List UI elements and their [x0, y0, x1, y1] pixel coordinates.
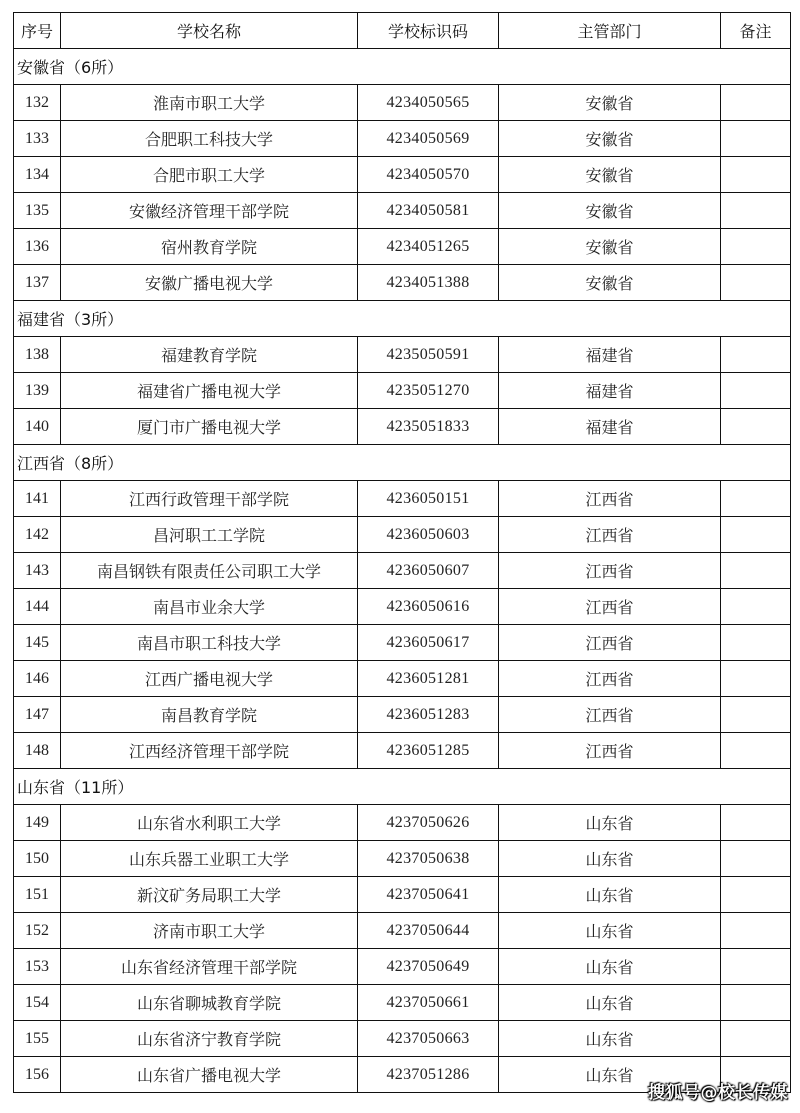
cell-department: 福建省	[499, 337, 721, 373]
table-row	[14, 337, 791, 373]
cell-department: 江西省	[499, 589, 721, 625]
cell-department: 江西省	[499, 517, 721, 553]
cell-note	[721, 193, 791, 229]
cell-school-name: 山东兵器工业职工大学	[61, 841, 358, 877]
cell-no: 140	[14, 409, 61, 445]
table-row	[14, 697, 791, 733]
cell-note	[721, 121, 791, 157]
cell-no: 132	[14, 85, 61, 121]
cell-school-name: 福建省广播电视大学	[61, 373, 358, 409]
cell-school-code: 4237050638	[358, 841, 499, 877]
cell-school-name: 安徽广播电视大学	[61, 265, 358, 301]
cell-note	[721, 913, 791, 949]
cell-school-name: 山东省水利职工大学	[61, 805, 358, 841]
cell-department: 安徽省	[499, 193, 721, 229]
table-row	[14, 1021, 791, 1057]
cell-department: 江西省	[499, 625, 721, 661]
cell-no: 138	[14, 337, 61, 373]
cell-note	[721, 661, 791, 697]
cell-school-name: 昌河职工工学院	[61, 517, 358, 553]
cell-note	[721, 265, 791, 301]
cell-school-name: 南昌市业余大学	[61, 589, 358, 625]
cell-school-code: 4236050616	[358, 589, 499, 625]
table-row	[14, 193, 791, 229]
cell-note	[721, 157, 791, 193]
cell-department: 福建省	[499, 373, 721, 409]
cell-school-name: 济南市职工大学	[61, 913, 358, 949]
cell-school-code: 4237050644	[358, 913, 499, 949]
table-row	[14, 661, 791, 697]
cell-school-code: 4235050591	[358, 337, 499, 373]
cell-school-code: 4234051388	[358, 265, 499, 301]
province-group-title: 江西省（8所）	[14, 445, 791, 481]
cell-school-name: 江西行政管理干部学院	[61, 481, 358, 517]
table-row	[14, 157, 791, 193]
cell-school-name: 福建教育学院	[61, 337, 358, 373]
table-row	[14, 517, 791, 553]
cell-school-code: 4234051265	[358, 229, 499, 265]
cell-note	[721, 733, 791, 769]
header-row	[14, 13, 791, 49]
cell-school-code: 4235051833	[358, 409, 499, 445]
cell-school-code: 4236050151	[358, 481, 499, 517]
cell-school-code: 4234050581	[358, 193, 499, 229]
table-row	[14, 85, 791, 121]
cell-school-code: 4237050649	[358, 949, 499, 985]
cell-school-name: 山东省经济管理干部学院	[61, 949, 358, 985]
table-row	[14, 229, 791, 265]
cell-note	[721, 1021, 791, 1057]
header-dept: 主管部门	[499, 13, 721, 49]
cell-no: 150	[14, 841, 61, 877]
table-row	[14, 913, 791, 949]
cell-no: 133	[14, 121, 61, 157]
cell-no: 152	[14, 913, 61, 949]
cell-department: 福建省	[499, 409, 721, 445]
cell-no: 137	[14, 265, 61, 301]
cell-note	[721, 805, 791, 841]
cell-school-name: 南昌市职工科技大学	[61, 625, 358, 661]
cell-note	[721, 625, 791, 661]
cell-school-name: 安徽经济管理干部学院	[61, 193, 358, 229]
table-row	[14, 625, 791, 661]
cell-note	[721, 337, 791, 373]
cell-school-name: 新汶矿务局职工大学	[61, 877, 358, 913]
cell-department: 山东省	[499, 1021, 721, 1057]
cell-no: 144	[14, 589, 61, 625]
cell-school-name: 淮南市职工大学	[61, 85, 358, 121]
table-row	[14, 805, 791, 841]
cell-department: 安徽省	[499, 157, 721, 193]
cell-department: 安徽省	[499, 121, 721, 157]
cell-note	[721, 229, 791, 265]
cell-school-name: 江西经济管理干部学院	[61, 733, 358, 769]
province-group-row	[14, 769, 791, 805]
cell-note	[721, 409, 791, 445]
cell-school-code: 4234050565	[358, 85, 499, 121]
cell-department: 山东省	[499, 949, 721, 985]
province-group-row	[14, 301, 791, 337]
cell-school-code: 4237051286	[358, 1057, 499, 1093]
cell-no: 136	[14, 229, 61, 265]
cell-no: 135	[14, 193, 61, 229]
cell-no: 149	[14, 805, 61, 841]
cell-no: 142	[14, 517, 61, 553]
cell-department: 山东省	[499, 1057, 721, 1093]
cell-no: 153	[14, 949, 61, 985]
cell-no: 148	[14, 733, 61, 769]
cell-no: 139	[14, 373, 61, 409]
cell-department: 山东省	[499, 877, 721, 913]
header-name: 学校名称	[61, 13, 358, 49]
cell-school-name: 江西广播电视大学	[61, 661, 358, 697]
cell-department: 山东省	[499, 913, 721, 949]
cell-school-code: 4237050661	[358, 985, 499, 1021]
cell-note	[721, 949, 791, 985]
province-group-title: 安徽省（6所）	[14, 49, 791, 85]
cell-department: 安徽省	[499, 265, 721, 301]
cell-school-code: 4237050641	[358, 877, 499, 913]
cell-school-code: 4236050607	[358, 553, 499, 589]
cell-school-name: 山东省济宁教育学院	[61, 1021, 358, 1057]
header-code: 学校标识码	[358, 13, 499, 49]
cell-note	[721, 589, 791, 625]
cell-department: 安徽省	[499, 229, 721, 265]
cell-school-name: 合肥职工科技大学	[61, 121, 358, 157]
cell-department: 江西省	[499, 661, 721, 697]
table-row	[14, 985, 791, 1021]
cell-note	[721, 517, 791, 553]
cell-school-code: 4234050569	[358, 121, 499, 157]
province-group-row	[14, 49, 791, 85]
cell-note	[721, 85, 791, 121]
cell-no: 141	[14, 481, 61, 517]
cell-school-name: 合肥市职工大学	[61, 157, 358, 193]
cell-no: 151	[14, 877, 61, 913]
cell-no: 134	[14, 157, 61, 193]
cell-school-code: 4236050617	[358, 625, 499, 661]
cell-school-name: 山东省聊城教育学院	[61, 985, 358, 1021]
cell-no: 154	[14, 985, 61, 1021]
table-row	[14, 877, 791, 913]
cell-school-code: 4237050663	[358, 1021, 499, 1057]
cell-department: 山东省	[499, 841, 721, 877]
cell-no: 146	[14, 661, 61, 697]
province-group-title: 福建省（3所）	[14, 301, 791, 337]
cell-department: 江西省	[499, 481, 721, 517]
table-row	[14, 949, 791, 985]
province-group-row	[14, 445, 791, 481]
header-note: 备注	[721, 13, 791, 49]
table-body	[14, 49, 791, 1093]
cell-school-name: 宿州教育学院	[61, 229, 358, 265]
cell-department: 山东省	[499, 805, 721, 841]
cell-note	[721, 481, 791, 517]
province-group-title: 山东省（11所）	[14, 769, 791, 805]
cell-note	[721, 553, 791, 589]
cell-school-name: 南昌教育学院	[61, 697, 358, 733]
cell-department: 江西省	[499, 553, 721, 589]
schools-table	[13, 12, 791, 1093]
cell-school-code: 4236050603	[358, 517, 499, 553]
cell-note	[721, 697, 791, 733]
header-no: 序号	[14, 13, 61, 49]
cell-school-name: 南昌钢铁有限责任公司职工大学	[61, 553, 358, 589]
cell-school-code: 4236051285	[358, 733, 499, 769]
cell-school-code: 4234050570	[358, 157, 499, 193]
cell-no: 143	[14, 553, 61, 589]
cell-note	[721, 841, 791, 877]
table-row	[14, 481, 791, 517]
table-row	[14, 553, 791, 589]
cell-department: 江西省	[499, 697, 721, 733]
cell-department: 江西省	[499, 733, 721, 769]
cell-no: 145	[14, 625, 61, 661]
cell-no: 147	[14, 697, 61, 733]
cell-department: 安徽省	[499, 85, 721, 121]
table-row	[14, 265, 791, 301]
cell-note	[721, 373, 791, 409]
cell-school-name: 厦门市广播电视大学	[61, 409, 358, 445]
cell-note	[721, 985, 791, 1021]
cell-school-code: 4236051283	[358, 697, 499, 733]
table-row	[14, 409, 791, 445]
watermark: 搜狐号@校长传媒	[648, 1083, 788, 1103]
table-row	[14, 841, 791, 877]
cell-school-code: 4235051270	[358, 373, 499, 409]
cell-school-code: 4236051281	[358, 661, 499, 697]
cell-school-code: 4237050626	[358, 805, 499, 841]
table-row	[14, 733, 791, 769]
cell-note	[721, 877, 791, 913]
table-row	[14, 589, 791, 625]
cell-no: 155	[14, 1021, 61, 1057]
table-row	[14, 121, 791, 157]
table-row	[14, 373, 791, 409]
cell-school-name: 山东省广播电视大学	[61, 1057, 358, 1093]
cell-no: 156	[14, 1057, 61, 1093]
cell-department: 山东省	[499, 985, 721, 1021]
